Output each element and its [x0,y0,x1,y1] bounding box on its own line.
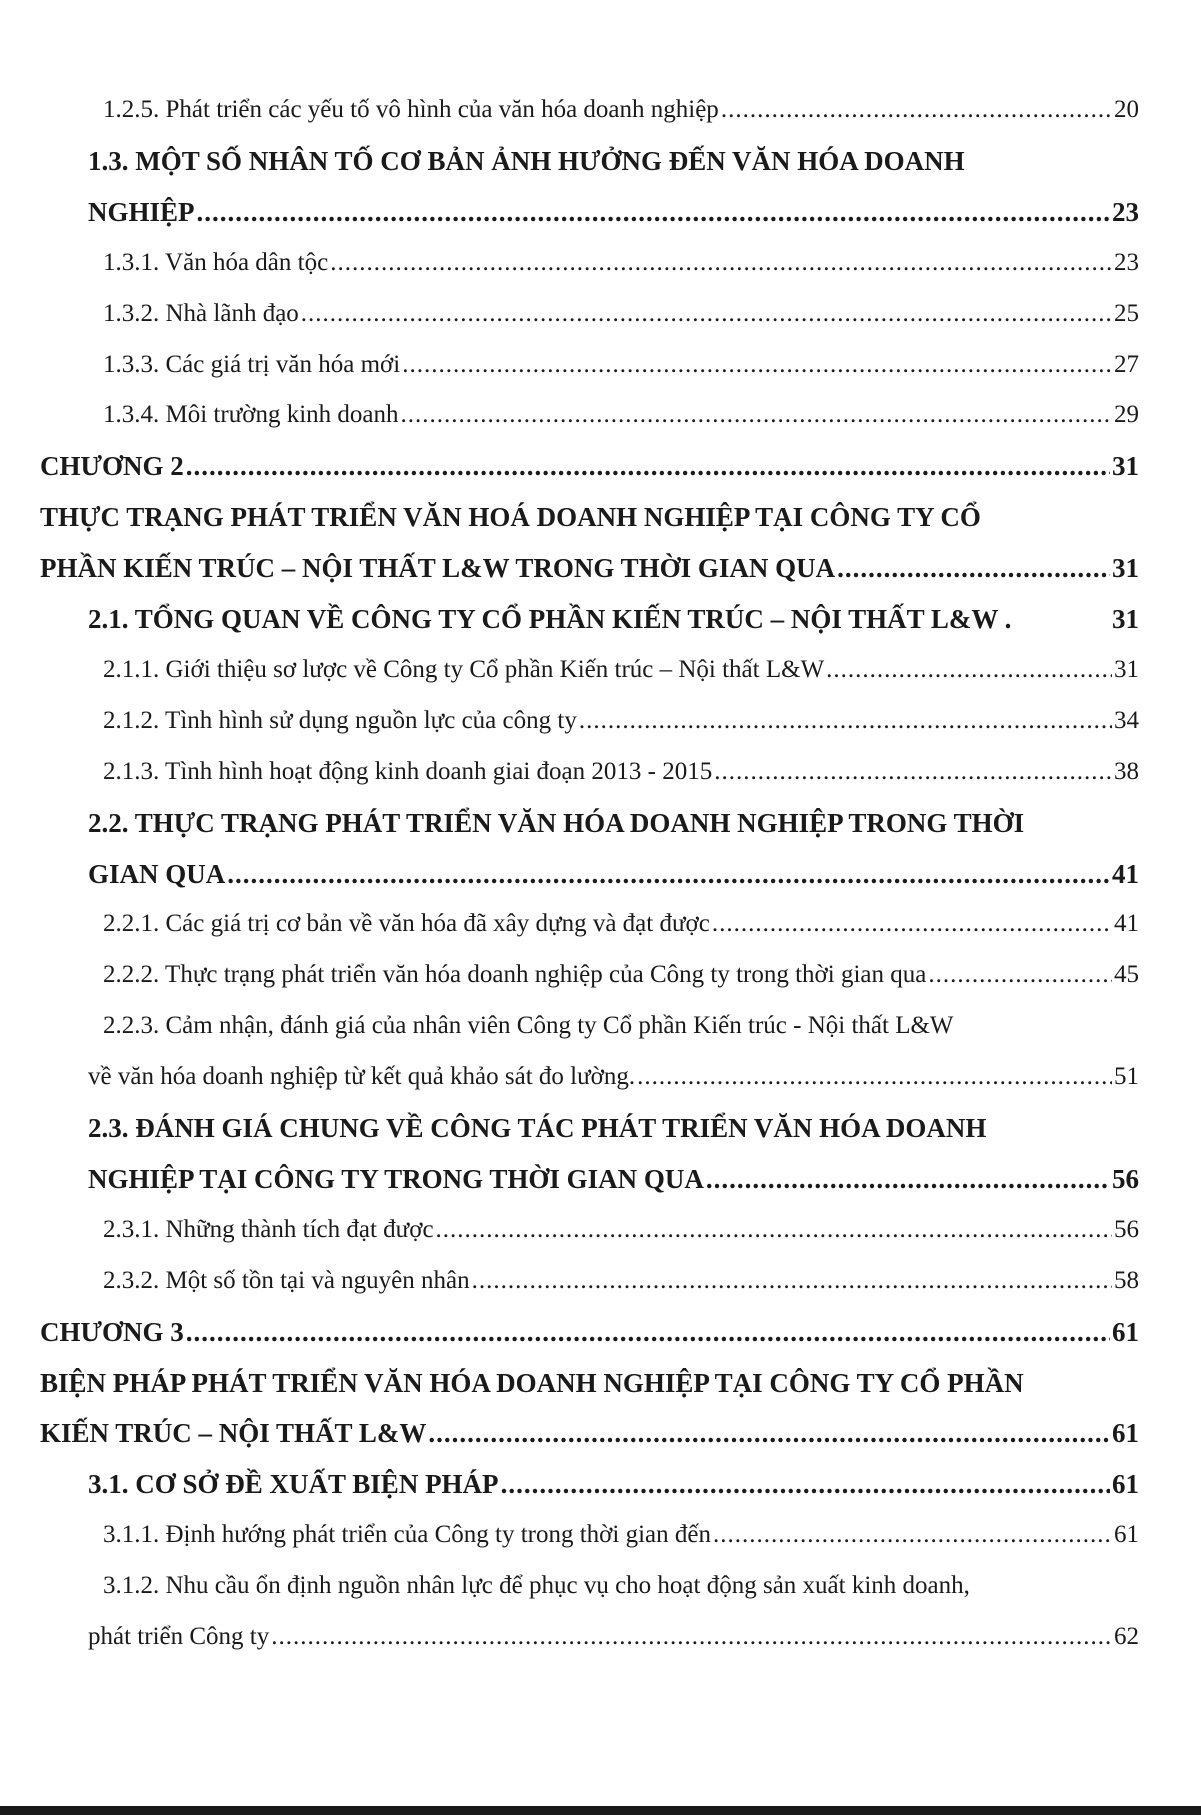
toc-entry-page-number: 61 [1112,1418,1139,1448]
toc-entry [0,1001,1201,1051]
toc-entry-title: về văn hóa doanh nghiệp từ kết quả khảo sát đo lường. [88,1063,636,1090]
toc-dot-leader [330,238,1112,288]
toc-dot-leader [826,645,1112,695]
toc-dot-leader [714,747,1112,797]
toc-entry [0,1205,1201,1255]
toc-entry [0,187,1201,237]
toc-entry-page-number: 38 [1114,758,1139,785]
toc-entry [0,543,1201,593]
toc-entry-page-number: 41 [1112,859,1139,889]
toc-entry-page-number: 25 [1114,300,1139,327]
toc-entry [0,1307,1201,1357]
toc-entry-title: 1.2.5. Phát triển các yếu tố vô hình của văn hóa doanh nghiệp [103,96,719,123]
toc-dot-leader [837,543,1110,593]
toc-entry-page-number: 51 [1114,1063,1139,1090]
toc-entry-title: 2.2.1. Các giá trị cơ bản về văn hóa đã xây dựng và đạt được [103,910,710,937]
toc-entry [0,1561,1201,1611]
page-bottom-edge [0,1806,1201,1815]
toc-entry-page-number: 20 [1114,96,1139,123]
toc-entry-title: 2.2. THỰC TRẠNG PHÁT TRIỂN VĂN HÓA DOANH NGHIỆP TRONG THỜI [88,808,1025,838]
toc-entry-title: 2.3. ĐÁNH GIÁ CHUNG VỀ CÔNG TÁC PHÁT TRIỂN VĂN HÓA DOANH [88,1113,987,1143]
toc-entry-page-number: 62 [1114,1623,1139,1650]
toc-dot-leader [721,85,1112,135]
toc-entry-title: 1.3.4. Môi trường kinh doanh [103,401,399,428]
toc-entry-page-number: 23 [1112,197,1139,227]
toc-dot-leader [928,950,1112,1000]
toc-entry-title: 1.3. MỘT SỐ NHÂN TỐ CƠ BẢN ẢNH HƯỞNG ĐẾN VĂN HÓA DOANH [88,146,965,176]
toc-dot-leader [713,1510,1112,1560]
toc-dot-leader [706,1154,1110,1204]
toc-entry [0,238,1201,288]
toc-entry-title: 2.1.3. Tình hình hoạt động kinh doanh giai đoạn 2013 - 2015 [103,758,713,785]
toc-entry-page-number: 29 [1114,401,1139,428]
toc-entry-page-number: 61 [1114,1521,1139,1548]
toc-entry-title: CHƯƠNG 3 [40,1317,184,1347]
toc-entry-title: GIAN QUA [88,859,226,889]
toc-entry [0,798,1201,848]
toc-entry-page-number: 45 [1114,961,1139,988]
toc-entry-title: 2.3.1. Những thành tích đạt được [103,1216,434,1243]
toc-entry-page-number: 61 [1112,1317,1139,1347]
toc-entry-page-number: 61 [1112,1469,1139,1499]
toc-dot-leader [428,1408,1110,1458]
toc-entry-title: BIỆN PHÁP PHÁT TRIỂN VĂN HÓA DOANH NGHIỆP TẠI CÔNG TY CỔ PHẦN [40,1368,1024,1398]
toc-entry [0,1612,1201,1662]
toc-dot-leader [402,340,1112,390]
toc-entry-page-number: 31 [1112,604,1139,634]
toc-entry-title: 2.2.3. Cảm nhận, đánh giá của nhân viên Công ty Cổ phần Kiến trúc - Nội thất L&W [103,1012,954,1039]
toc-entry [0,950,1201,1000]
toc-entry [0,645,1201,695]
toc-dot-leader [227,849,1110,899]
toc-dot-leader [579,696,1112,746]
toc-dot-leader [186,1307,1110,1357]
toc-entry [0,747,1201,797]
toc-entry-title: 2.1.1. Giới thiệu sơ lược về Công ty Cổ phần Kiến trúc – Nội thất L&W [103,656,825,683]
toc-entry-title: 1.3.2. Nhà lãnh đạo [103,300,299,327]
toc-entry [0,1256,1201,1306]
toc-entry-title: 2.3.2. Một số tồn tại và nguyên nhân [103,1267,470,1294]
toc-entry [0,1154,1201,1204]
toc-entry-title: phát triển Công ty [88,1623,270,1650]
toc-entry-title: 3.1.1. Định hướng phát triển của Công ty trong thời gian đến [103,1521,711,1548]
toc-entry-page-number: 34 [1114,707,1139,734]
toc-dot-leader [197,187,1110,237]
toc-dot-leader [401,390,1112,440]
toc-entry [0,441,1201,491]
toc-entry-page-number: 31 [1114,656,1139,683]
toc-entry [0,1510,1201,1560]
toc-dot-leader [472,1256,1112,1306]
toc-entry [0,136,1201,186]
toc-entry [0,1052,1201,1102]
toc-entry-title: CHƯƠNG 2 [40,451,184,481]
toc-entry [0,289,1201,339]
toc-entry [0,1459,1201,1509]
toc-entry [0,1358,1201,1408]
toc-entry [0,390,1201,440]
toc-entry-page-number: 31 [1112,553,1139,583]
toc-dot-leader [271,1612,1112,1662]
toc-entry-title: 2.2.2. Thực trạng phát triển văn hóa doanh nghiệp của Công ty trong thời gian qua [103,961,927,988]
toc-entry [0,696,1201,746]
toc-entry-title: 3.1.2. Nhu cầu ổn định nguồn nhân lực để phục vụ cho hoạt động sản xuất kinh doanh, [103,1572,970,1599]
toc-dot-leader [186,441,1110,491]
toc-dot-leader [501,1459,1110,1509]
toc-entry-page-number: 41 [1114,910,1139,937]
toc-entry [0,340,1201,390]
toc-entry [0,594,1201,644]
toc-entry-page-number: 56 [1114,1216,1139,1243]
toc-entry-title: KIẾN TRÚC – NỘI THẤT L&W [40,1418,427,1448]
toc-entry-title: PHẦN KIẾN TRÚC – NỘI THẤT L&W TRONG THỜI GIAN QUA [40,553,836,583]
toc-dot-leader [637,1052,1112,1102]
toc-dot-leader [436,1205,1112,1255]
toc-entry-title: 2.1.2. Tình hình sử dụng nguồn lực của công ty [103,707,577,734]
toc-entry-title: NGHIỆP TẠI CÔNG TY TRONG THỜI GIAN QUA [88,1164,704,1194]
toc-entry [0,849,1201,899]
toc-entry-title: 3.1. CƠ SỞ ĐỀ XUẤT BIỆN PHÁP [88,1469,499,1499]
toc-entry [0,1103,1201,1153]
toc-entry-title: 2.1. TỔNG QUAN VỀ CÔNG TY CỔ PHẦN KIẾN TRÚC – NỘI THẤT L&W . [88,604,1012,634]
toc-entry [0,899,1201,949]
toc-entry-page-number: 58 [1114,1267,1139,1294]
toc-entry-title: 1.3.1. Văn hóa dân tộc [103,249,329,276]
toc-dot-leader [712,899,1112,949]
toc-entry-title: 1.3.3. Các giá trị văn hóa mới [103,351,401,378]
toc-dot-leader [301,289,1112,339]
toc-entry-page-number: 56 [1112,1164,1139,1194]
toc-entry-title: NGHIỆP [88,197,195,227]
toc-entry-title: THỰC TRẠNG PHÁT TRIỂN VĂN HOÁ DOANH NGHIỆP TẠI CÔNG TY CỔ [40,502,981,532]
toc-entry-page-number: 31 [1112,451,1139,481]
toc-entry-page-number: 23 [1114,249,1139,276]
toc-entry-page-number: 27 [1114,351,1139,378]
toc-entry [0,85,1201,135]
toc-entry [0,1408,1201,1458]
toc-entry [0,492,1201,542]
